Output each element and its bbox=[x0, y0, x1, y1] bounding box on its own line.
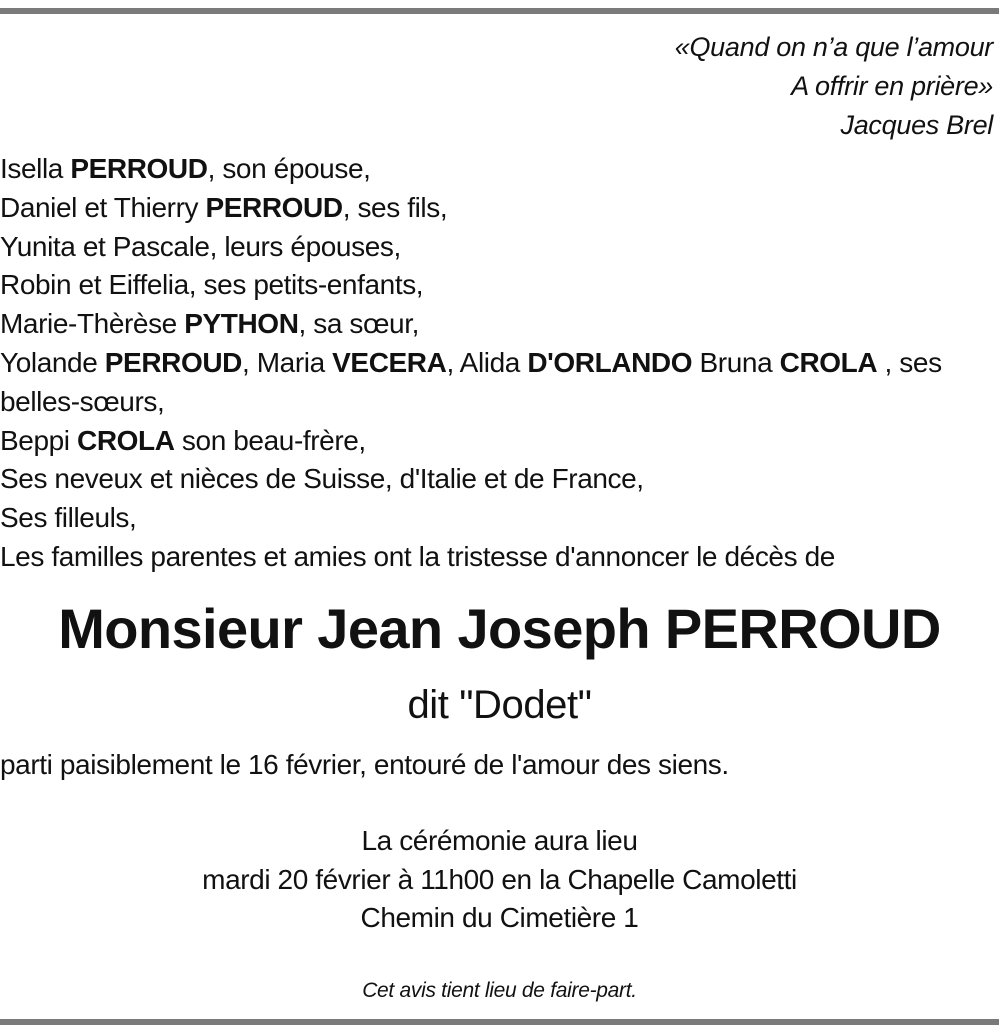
ceremony-line-2: mardi 20 février à 11h00 en la Chapelle Camoletti bbox=[202, 863, 797, 895]
ceremony-line-3: Chemin du Cimetière 1 bbox=[360, 902, 639, 933]
epigraph-quote bbox=[675, 28, 993, 145]
family-line-11: Les familles parentes et amies ont la tristesse d'annoncer le décès de bbox=[0, 540, 835, 572]
notice-text: Cet avis tient lieu de faire-part. bbox=[362, 979, 637, 1002]
family-line-5: Marie-Thèrèse PYTHON, sa sœur, bbox=[0, 308, 419, 340]
quote-line-2: A offrir en prière» bbox=[791, 71, 993, 101]
quote-line-1: «Quand on n’a que l’amour bbox=[674, 32, 993, 62]
deceased-nickname: dit "Dodet" bbox=[407, 683, 592, 727]
ceremony-info bbox=[0, 822, 999, 938]
bottom-border bbox=[0, 1019, 999, 1025]
family-line-3: Yunita et Pascale, leurs épouses, bbox=[0, 230, 401, 262]
family-line-6: Yolande PERROUD, Maria VECERA, Alida D'ORLANDO Bruna CROLA , ses bbox=[0, 346, 942, 378]
family-line-4: Robin et Eiffelia, ses petits-enfants, bbox=[0, 269, 424, 301]
quote-author: Jacques Brel bbox=[840, 110, 993, 140]
family-line-1: Isella PERROUD, son épouse, bbox=[0, 153, 371, 184]
family-line-9: Ses neveux et nièces de Suisse, d'Italie et de France, bbox=[0, 463, 644, 495]
family-line-7: belles-sœurs, bbox=[0, 385, 165, 417]
family-line-2: Daniel et Thierry PERROUD, ses fils, bbox=[0, 191, 448, 223]
family-line-8: Beppi CROLA son beau-frère, bbox=[0, 424, 366, 456]
top-border bbox=[0, 8, 999, 14]
family-list bbox=[0, 150, 985, 577]
departure-text: parti paisiblement le 16 février, entouré de l'amour des siens. bbox=[0, 749, 729, 780]
ceremony-line-1: La cérémonie aura lieu bbox=[361, 825, 638, 856]
deceased-name: Monsieur Jean Joseph PERROUD bbox=[58, 597, 941, 660]
family-line-10: Ses filleuls, bbox=[0, 502, 137, 534]
